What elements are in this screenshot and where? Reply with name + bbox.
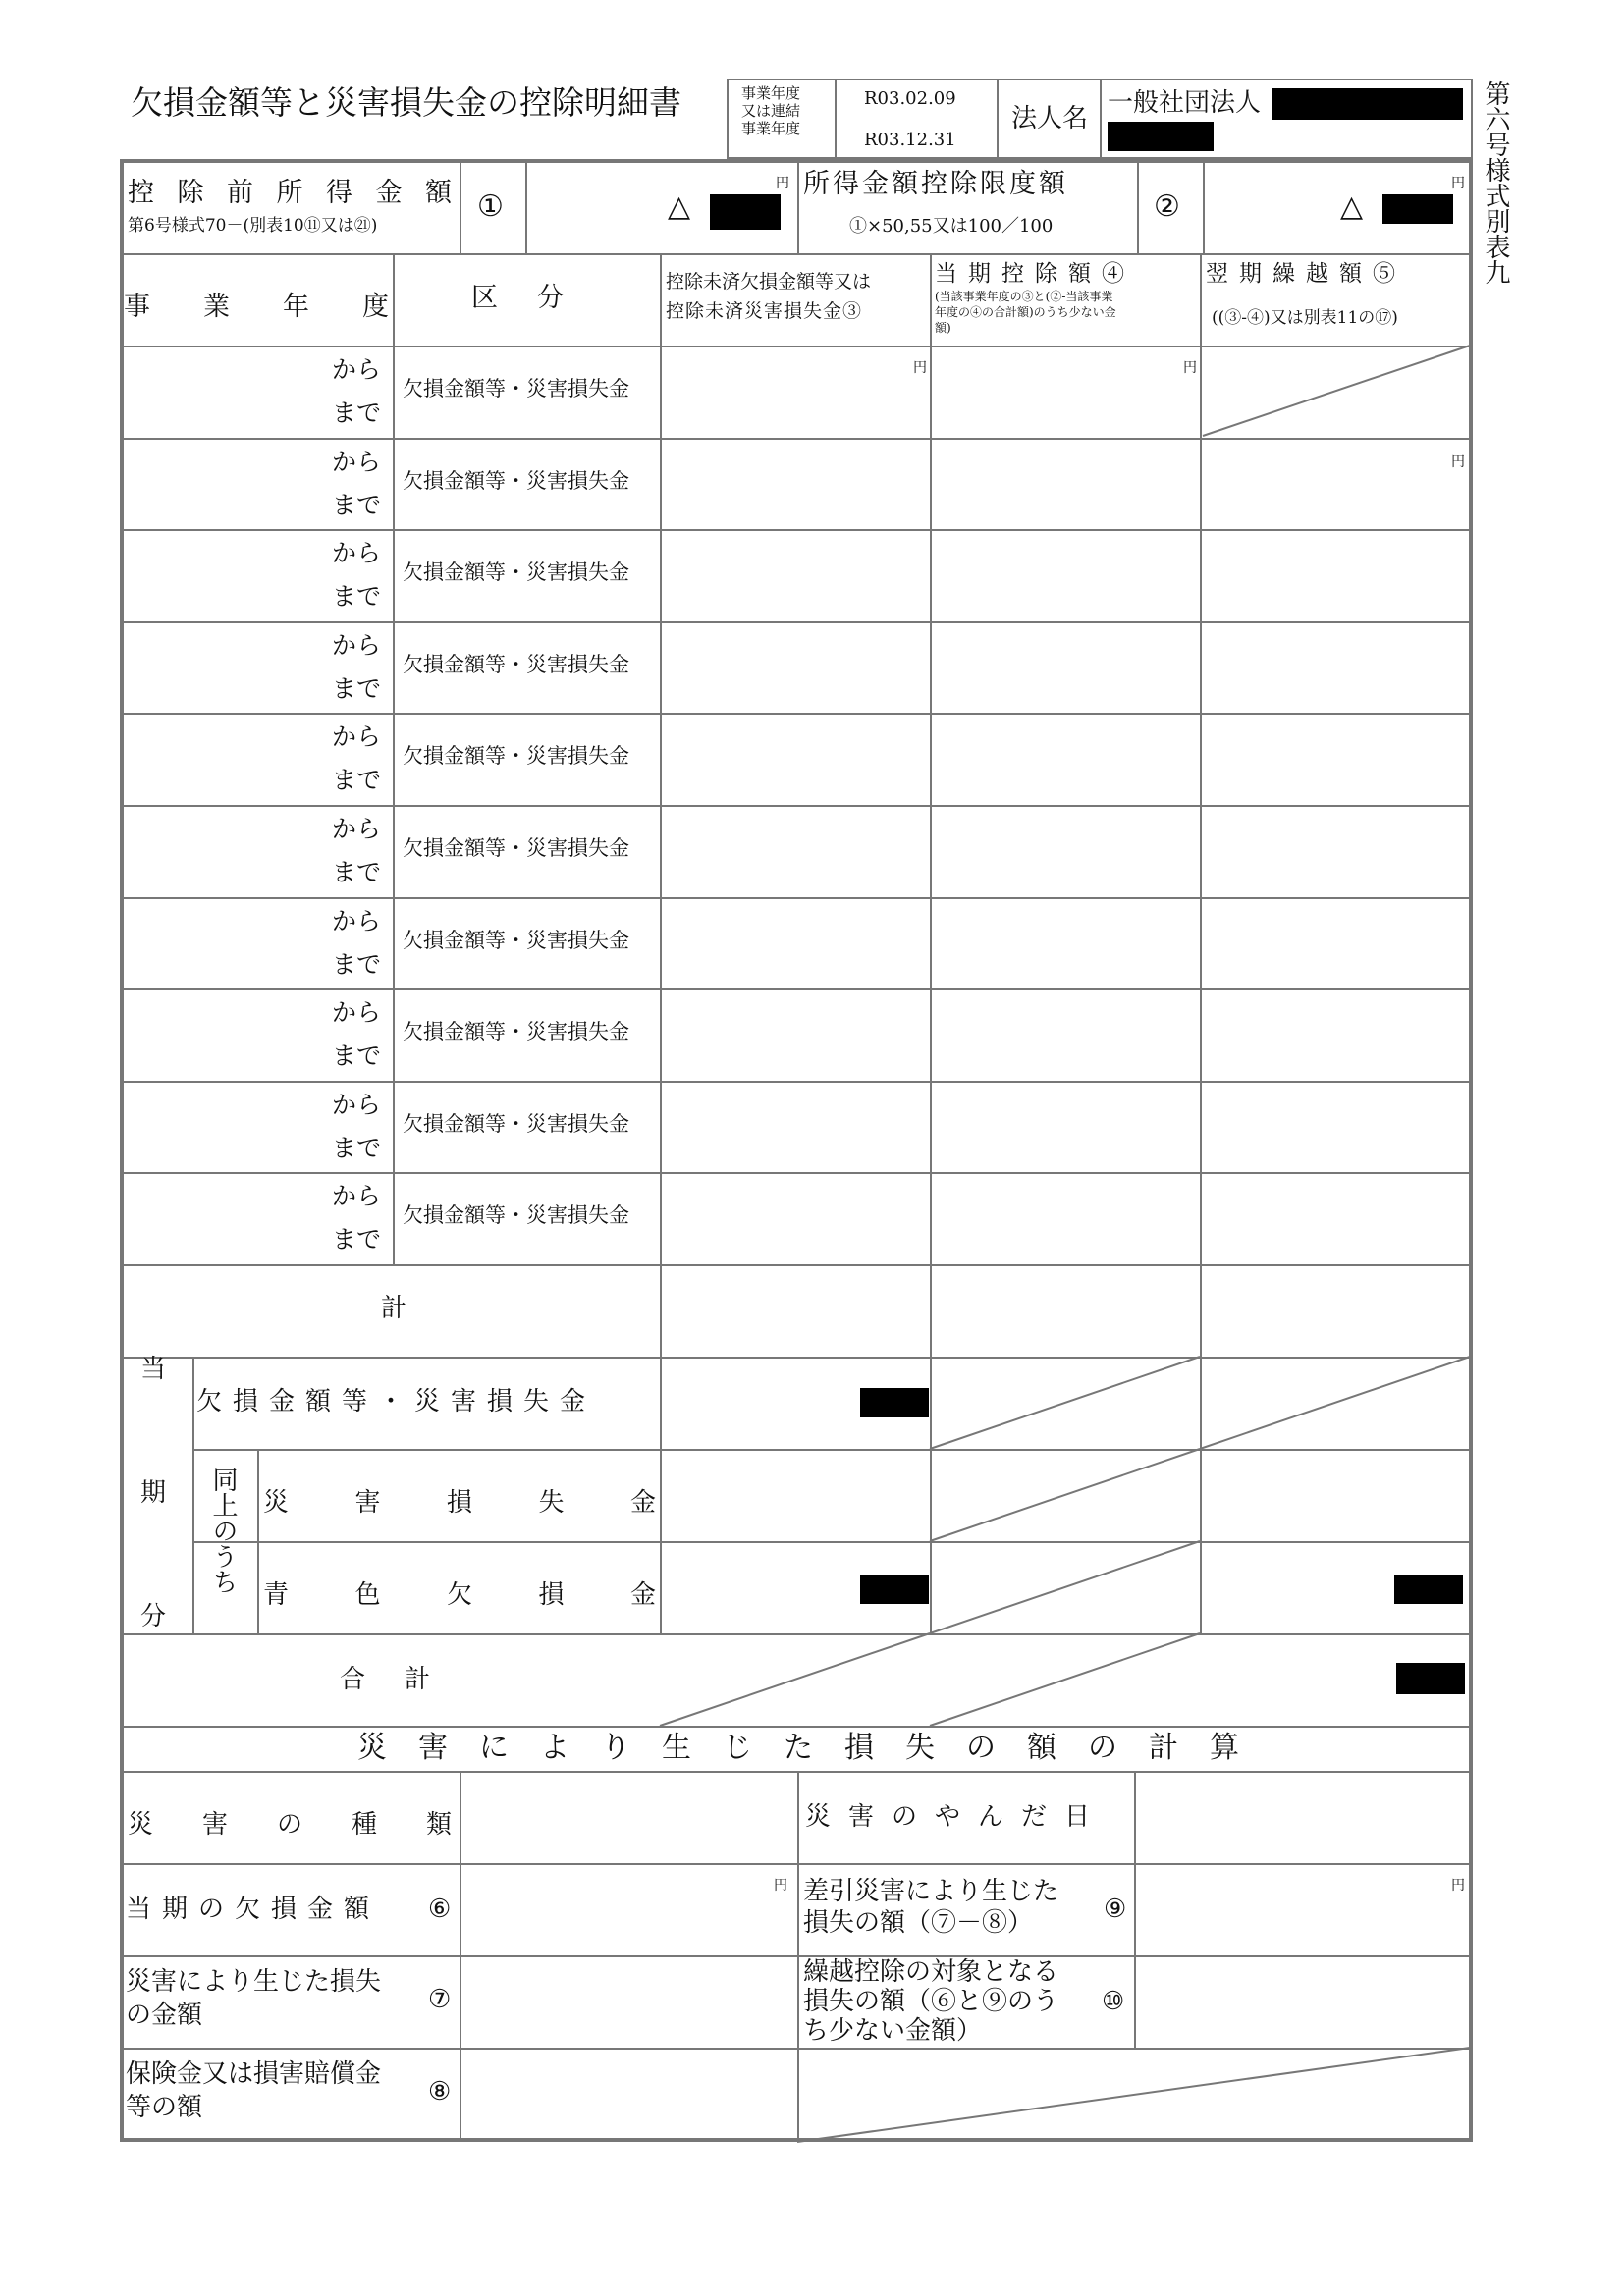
current-deficit-amount-label: 当期の欠損金額 (126, 1895, 381, 1924)
slash-deficit-deduct (930, 1357, 1200, 1449)
pre-income-sub: 第6号様式70－(別表10⑪又は㉑) (128, 216, 378, 236)
period-to: R03.12.31 (864, 130, 956, 150)
diff-label-1: 差引災害により生じた (803, 1877, 1059, 1906)
end-date-label: 災害のやんだ日 (805, 1802, 1109, 1832)
row-category: 欠損金額等・災害損失金 (403, 836, 629, 860)
row-category: 欠損金額等・災害損失金 (403, 653, 629, 676)
row-from: から (332, 448, 382, 476)
side-3: 分 (140, 1602, 167, 1631)
insurance-label-2: 等の額 (126, 2093, 203, 2122)
row-from: から (332, 539, 382, 567)
slash-total-col4 (930, 1633, 1200, 1726)
form-page: 欠損金額等と災害損失金の控除明細書 事業年度 又は連結 事業年度 R03.02.09 R03.12.31 法人名 一般社団法人 第六号様式別表九 控 除 前 所 得 金 額 第6号様式70－(別表10⑪又は㉑) ① 円 △ 所得金額控除限度額 ①×50,55又は100／100 ② 円 △ 事 業 年 度 区分 控除未済欠損金額等又は 控除未済災害損失金③ 当期控除額④ (当該事業年度の③と(②-当該事業 年度の④の合計額)のうち少ない金 額) 翌期繰越額⑤ ((③-④)又は別表11の⑰) から まで 欠損金額等・災害損失金 円 円 から まで 欠損金額等・災害損失金 円 から まで 欠損金額等・災害損失金 から まで 欠損金額等・災害損失金 から まで 欠損金額等・災害損失金 から まで 欠損金額等・災害損失金 から まで 欠損金額等・災害損失金 から まで 欠損金額等・災害損失金 から まで 欠損金額等・災害損失金 から まで 欠損金額等・災害損失金 計 当 期 分 欠損金額等・災害損失金 同上のうち 災 害 損 失 金 青 色 欠 損 金 合計 災害により生じた損失の額の計算 災 害 の 種 類 災害のやんだ日 当期の欠損金額 ⑥ 円 差引災害により生じた 損失の額（⑦－⑧） ⑨ 円 災害により生じた損失 の金額 ⑦ 繰越控除の対象となる 損失の額（⑥と⑨のう ち少ない金額） ⑩ 保険金又は損害賠償金 等の額 ⑧ (0, 0, 1624, 2296)
num1: ① (477, 189, 504, 224)
limit-sub: ①×50,55又は100／100 (849, 216, 1054, 237)
current-deficit-label: 欠損金額等・災害損失金 (196, 1387, 597, 1416)
slash-deficit-carry (1200, 1357, 1470, 1449)
header-category: 区分 (471, 283, 603, 313)
triangle-2: △ (1340, 189, 1364, 224)
count-label: 計 (381, 1294, 407, 1323)
pre-income-label: 控 除 前 所 得 金 額 (128, 178, 452, 208)
carry-label-1: 繰越控除の対象となる (803, 1957, 1059, 1987)
kind-label: 災 害 の 種 類 (128, 1810, 452, 1840)
row-category: 欠損金額等・災害損失金 (403, 929, 629, 952)
header-col5-l1: 翌期繰越額⑤ (1206, 261, 1406, 287)
form-title: 欠損金額等と災害損失金の控除明細書 (131, 83, 681, 122)
slash-first-row-carry (1203, 346, 1470, 436)
total-label: 合計 (340, 1665, 470, 1694)
row-from: から (332, 998, 382, 1027)
carry-label-2: 損失の額（⑥と⑨のう (803, 1987, 1059, 2016)
row-from: から (332, 907, 382, 935)
period-label-3: 事業年度 (741, 120, 801, 137)
slash-disaster-deduct (930, 1449, 1200, 1541)
header-col3-l2: 控除未済災害損失金③ (666, 300, 863, 322)
row-from: から (332, 815, 382, 843)
row-category: 欠損金額等・災害損失金 (403, 561, 629, 584)
slash-total-col3 (660, 1633, 930, 1726)
period-label-1: 事業年度 (741, 84, 801, 102)
header-col5-l2: ((③-④)又は別表11の⑰) (1212, 308, 1398, 328)
side-2: 期 (140, 1478, 167, 1508)
row-from: から (332, 1091, 382, 1119)
diff-label-2: 損失の額（⑦－⑧） (803, 1908, 1034, 1938)
row-to: まで (332, 858, 382, 886)
row-category: 欠損金額等・災害損失金 (403, 469, 629, 493)
disaster-label: 災 害 損 失 金 (263, 1488, 656, 1518)
row-to: まで (332, 674, 382, 703)
limit-label: 所得金額控除限度額 (803, 169, 1068, 199)
num2: ② (1154, 189, 1180, 224)
loss-label-1: 災害により生じた損失 (126, 1967, 382, 1997)
header-col3-l1: 控除未済欠損金額等又は (666, 271, 872, 293)
row-from: から (332, 722, 382, 751)
corp-label: 法人名 (1011, 104, 1089, 133)
row-to: まで (332, 491, 382, 519)
header-year: 事 業 年 度 (124, 292, 389, 322)
of-which-label: 同上のうち (208, 1467, 238, 1594)
blue-deficit-label: 青 色 欠 損 金 (263, 1580, 656, 1610)
calc-section-title: 災害により生じた損失の額の計算 (357, 1731, 1271, 1765)
header-col4-l1: 当期控除額④ (935, 261, 1135, 287)
period-from: R03.02.09 (864, 88, 956, 109)
slash-calc-bottom (797, 2048, 1470, 2142)
row-to: まで (332, 1041, 382, 1070)
row-from: から (332, 631, 382, 660)
form-number: 第六号様式別表九 (1481, 80, 1510, 285)
row-category: 欠損金額等・災害損失金 (403, 1020, 629, 1043)
row-category: 欠損金額等・災害損失金 (403, 1203, 629, 1227)
row-category: 欠損金額等・災害損失金 (403, 744, 629, 768)
row-from: から (332, 355, 382, 384)
side-1: 当 (140, 1355, 167, 1384)
carry-label-3: ち少ない金額） (803, 2016, 983, 2046)
corp-name: 一般社団法人 (1108, 88, 1262, 118)
row-to: まで (332, 1225, 382, 1254)
period-label-2: 又は連結 (741, 102, 801, 120)
insurance-label-1: 保険金又は損害賠償金 (126, 2059, 382, 2089)
row-from: から (332, 1182, 382, 1210)
triangle-1: △ (668, 189, 691, 224)
row-to: まで (332, 766, 382, 794)
loss-label-2: の金額 (126, 2001, 203, 2030)
row-to: まで (332, 399, 382, 427)
row-to: まで (332, 582, 382, 611)
row-to: まで (332, 1134, 382, 1162)
row-category: 欠損金額等・災害損失金 (403, 1112, 629, 1136)
row-to: まで (332, 950, 382, 979)
row-category: 欠損金額等・災害損失金 (403, 377, 629, 400)
slash-blue-deduct (930, 1541, 1200, 1633)
